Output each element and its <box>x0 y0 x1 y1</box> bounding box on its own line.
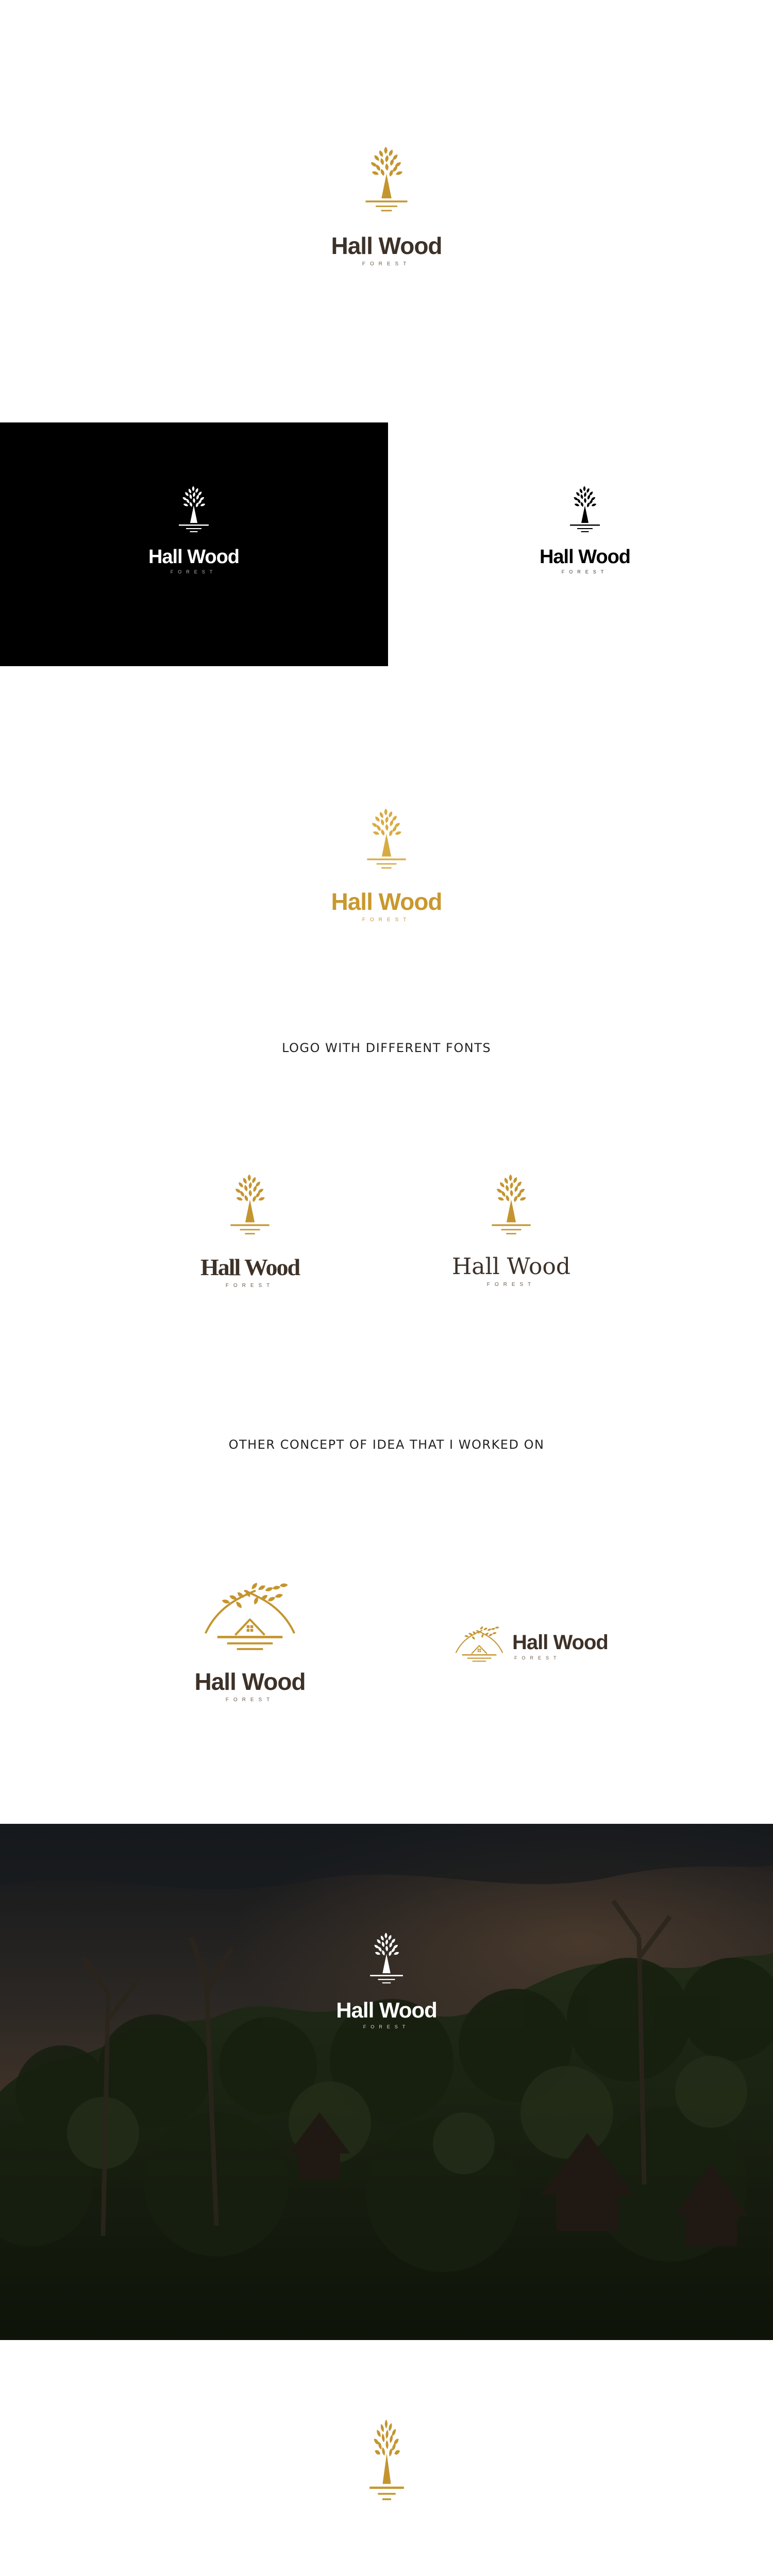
tree-logo-icon <box>350 139 423 222</box>
fonts-caption: LOGO WITH DIFFERENT FONTS <box>281 1041 492 1055</box>
forest-scene-illustration <box>0 1824 773 2340</box>
primary-logo <box>309 139 464 267</box>
logo-tagline: FOREST <box>362 261 411 267</box>
house-tree-logo-icon <box>453 1620 505 1672</box>
logo-tagline: FOREST <box>225 1283 275 1289</box>
tree-logo-icon <box>216 1167 283 1244</box>
concepts-caption: OTHER CONCEPT OF IDEA THAT I WORKED ON <box>228 1437 545 1452</box>
tree-logo-icon <box>168 480 220 540</box>
concept-horizontal-wordmark <box>512 1632 608 1660</box>
tree-logo-icon <box>478 1167 545 1244</box>
logo-tagline: FOREST <box>362 917 411 923</box>
font-variant-a <box>173 1167 327 1289</box>
logo-name: Hall Wood <box>148 546 240 568</box>
logo-tagline: FOREST <box>486 1282 536 1287</box>
forest-overlay-logo <box>309 1927 464 2029</box>
forest-photo-mockup <box>0 1824 773 2340</box>
logo-name: Hall Wood <box>512 1631 608 1654</box>
logo-tagline: FOREST <box>225 1697 275 1703</box>
logo-tagline: FOREST <box>561 569 609 574</box>
logo-tagline: FOREST <box>170 569 217 574</box>
tree-logo-icon <box>353 801 420 878</box>
inverted-logo <box>116 480 271 574</box>
logo-name: Hall Wood <box>331 232 442 259</box>
logo-name: Hall Wood <box>194 1668 306 1695</box>
tree-logo-icon <box>559 480 611 540</box>
font-variant-b <box>434 1167 589 1287</box>
logo-tagline: FOREST <box>363 2024 410 2029</box>
concept-horizontal-logo <box>453 1618 670 1674</box>
footer-logo <box>335 2416 438 2506</box>
logo-name: Hall Wood <box>336 1998 437 2022</box>
logo-name: Hall Wood <box>331 888 442 915</box>
logo-name: Hall Wood <box>451 1253 571 1280</box>
logo-name: Hall Wood <box>539 546 631 568</box>
logo-name: Hall Wood <box>200 1254 300 1280</box>
tree-logo-icon <box>358 1927 415 1991</box>
tree-logo-icon <box>357 2416 416 2506</box>
logo-tagline: FOREST <box>514 1655 561 1660</box>
concept-house-logo <box>167 1579 332 1703</box>
gold-logo <box>309 801 464 923</box>
black-logo <box>508 480 662 574</box>
house-tree-logo-icon <box>201 1579 299 1662</box>
